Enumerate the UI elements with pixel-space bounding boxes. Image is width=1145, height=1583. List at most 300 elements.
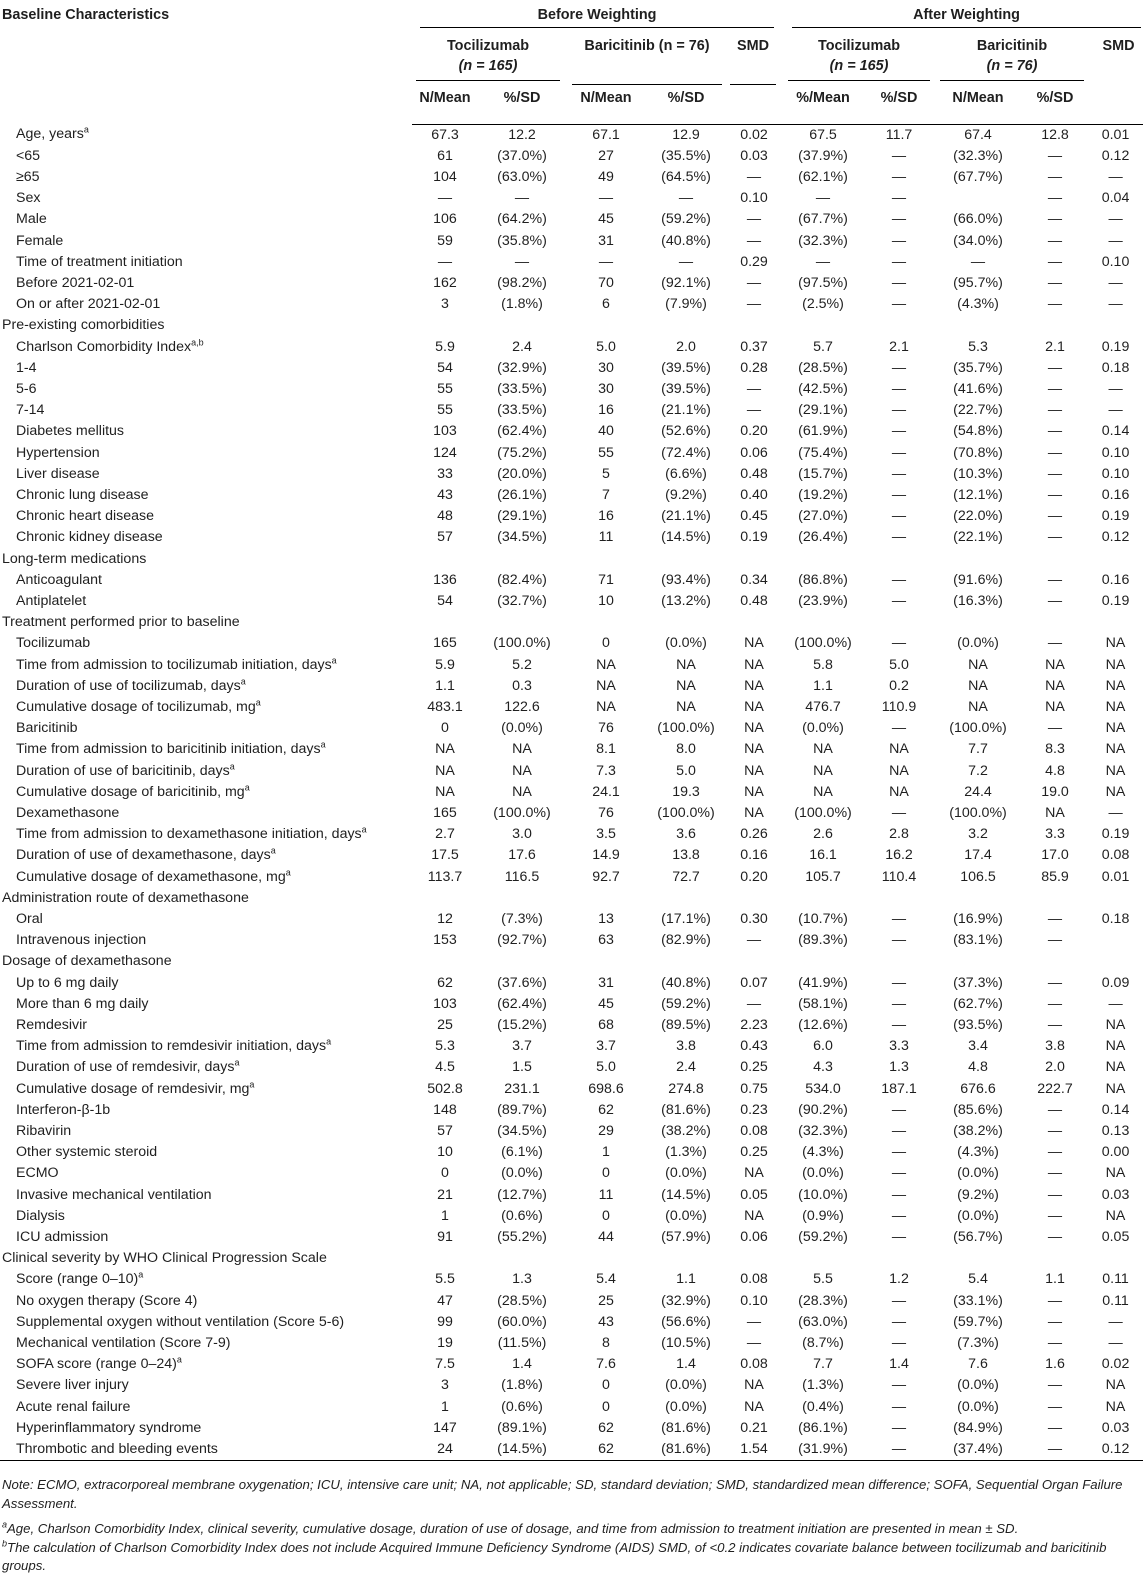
- cell-before-toci-pct: 2.4: [512, 338, 532, 355]
- cell-before-bari-pct: (9.2%): [665, 486, 707, 503]
- cell-before-bari-n: 3.7: [596, 1038, 616, 1055]
- cell-before-smd: 0.16: [740, 847, 768, 864]
- table-row: [0, 591, 1143, 612]
- cell-after-toci-mean: (8.7%): [802, 1335, 844, 1352]
- cell-after-bari-pct: [1022, 315, 1088, 336]
- cell-after-toci-mean: —: [815, 190, 831, 207]
- cell-before-bari-n: 14.9: [592, 847, 620, 864]
- cell-before-toci-pct: 1.4: [512, 1356, 532, 1373]
- table-row: [0, 1206, 1143, 1227]
- row-label-text: Ribavirin: [16, 1123, 72, 1140]
- cell-after-toci-sd: —: [891, 444, 907, 461]
- cell-after-toci-sd: —: [891, 465, 907, 482]
- cell-before-toci-pct: 1.5: [512, 1059, 532, 1076]
- header-smd-after: [1088, 30, 1143, 86]
- row-label-text: Liver disease: [16, 465, 100, 482]
- cell-before-smd: 0.08: [740, 1356, 768, 1373]
- cell-before-toci-n: 106: [433, 211, 457, 228]
- row-label-text: Baricitinib: [16, 720, 78, 737]
- cell-after-bari-pct: —: [1047, 571, 1063, 588]
- cell-before-smd: 0.26: [740, 826, 768, 843]
- cell-before-smd: 0.10: [740, 190, 768, 207]
- cell-after-smd: 0.12: [1088, 1439, 1143, 1461]
- table-row: [0, 867, 1143, 888]
- table-header: [0, 4, 1143, 124]
- footnote-mark: a: [234, 1057, 240, 1068]
- cell-after-toci-mean: (29.1%): [798, 402, 848, 419]
- header-before-label: Before Weighting: [420, 7, 774, 28]
- cell-before-toci-pct: —: [514, 253, 530, 270]
- cell-before-bari-pct: 5.0: [676, 762, 696, 779]
- cell-before-toci-n: 7.5: [435, 1356, 455, 1373]
- cell-before-smd: 0.07: [740, 974, 768, 991]
- row-label: [0, 1354, 412, 1375]
- cell-after-toci-sd: 1.4: [889, 1356, 909, 1373]
- footnote-mark: a: [240, 676, 246, 687]
- cell-after-bari-pct: 3.3: [1045, 826, 1065, 843]
- subheader-1: N/Mean: [412, 86, 478, 124]
- cell-after-toci-sd: —: [891, 592, 907, 609]
- cell-before-bari-pct: (0.0%): [665, 635, 707, 652]
- cell-before-toci-pct: (26.1%): [497, 486, 547, 503]
- cell-after-smd: 0.13: [1101, 1123, 1130, 1140]
- cell-after-smd: [1088, 1248, 1143, 1269]
- cell-before-bari-n: 8: [602, 1335, 610, 1352]
- cell-before-toci-pct: (64.2%): [497, 211, 547, 228]
- cell-before-bari-n: 45: [598, 995, 614, 1012]
- cell-before-toci-n: 147: [433, 1419, 457, 1436]
- row-label-text: Score (range 0–10): [16, 1271, 139, 1288]
- cell-after-toci-sd: 11.7: [885, 126, 913, 143]
- row-label: [0, 209, 412, 230]
- cell-after-toci-sd: —: [891, 1377, 907, 1394]
- cell-after-bari-pct: —: [1047, 444, 1063, 461]
- cell-before-smd: NA: [744, 1207, 764, 1224]
- cell-before-toci-pct: (34.5%): [497, 529, 547, 546]
- cell-before-bari-pct: (14.5%): [661, 529, 711, 546]
- cell-after-bari-pct: 4.8: [1045, 762, 1065, 779]
- footnote-a-text: Age, Charlson Comorbidity Index, clinical severity, cumulative dosage, duration of use of dosage, and time from admission to treatment initiation are presented in mean ± SD.: [7, 1521, 1019, 1536]
- row-label-text: 1-4: [16, 359, 37, 376]
- cell-after-bari-pct: —: [1047, 402, 1063, 419]
- cell-before-toci-pct: (37.6%): [497, 974, 547, 991]
- cell-before-bari-pct: 274.8: [668, 1080, 704, 1097]
- table-row: [0, 909, 1143, 930]
- row-label: [0, 1206, 412, 1227]
- cell-before-toci-n: 12: [437, 911, 453, 928]
- cell-before-toci-pct: (34.5%): [497, 1123, 547, 1140]
- cell-after-toci-mean: (86.8%): [798, 571, 848, 588]
- row-label-text: Hypertension: [16, 444, 100, 461]
- cell-before-smd: 0.40: [740, 486, 768, 503]
- cell-after-bari-pct: —: [1047, 168, 1063, 185]
- cell-before-toci-n: 67.3: [431, 126, 459, 143]
- cell-after-toci-sd: [864, 1248, 934, 1269]
- row-label: [0, 1079, 412, 1100]
- cell-after-bari-n: NA: [968, 698, 988, 715]
- cell-after-bari-pct: 17.0: [1041, 847, 1069, 864]
- cell-after-toci-sd: —: [891, 1017, 907, 1034]
- cell-after-toci-mean: (12.6%): [798, 1017, 848, 1034]
- cell-after-bari-n: [934, 549, 1022, 570]
- cell-before-bari-pct: (38.2%): [661, 1123, 711, 1140]
- row-label: [0, 612, 412, 633]
- cell-after-bari-n: (93.5%): [953, 1017, 1003, 1034]
- row-label-text: Clinical severity by WHO Clinical Progression Scale: [2, 1250, 327, 1267]
- cell-after-toci-mean: (97.5%): [798, 274, 848, 291]
- cell-after-bari-pct: —: [1047, 1207, 1063, 1224]
- cell-after-toci-mean: (100.0%): [794, 635, 852, 652]
- cell-after-smd: NA: [1105, 698, 1126, 715]
- cell-before-toci-n: [412, 612, 478, 633]
- cell-before-bari-pct: 12.9: [672, 126, 700, 143]
- cell-before-toci-pct: (35.8%): [497, 232, 547, 249]
- cell-before-smd: NA: [744, 698, 764, 715]
- row-label-text: More than 6 mg daily: [16, 995, 149, 1012]
- row-label-text: 5-6: [16, 380, 37, 397]
- section-row: [0, 951, 1143, 972]
- row-label-text: Tocilizumab: [16, 635, 91, 652]
- row-label: [0, 1418, 412, 1439]
- cell-after-toci-mean: (75.4%): [798, 444, 848, 461]
- cell-before-toci-n: 165: [433, 635, 457, 652]
- cell-before-bari-pct: (59.2%): [661, 211, 711, 228]
- cell-after-bari-pct: —: [1022, 1439, 1088, 1461]
- cell-after-smd: —: [1108, 995, 1123, 1012]
- cell-after-bari-n: (37.4%): [934, 1439, 1022, 1461]
- row-label-text: Sex: [16, 190, 41, 207]
- cell-before-bari-pct: (92.1%): [661, 274, 711, 291]
- table-row: [0, 527, 1143, 548]
- cell-after-toci-sd: —: [891, 296, 907, 313]
- table-row: [0, 464, 1143, 485]
- row-label-text: Female: [16, 232, 64, 249]
- cell-after-bari-n: 5.3: [968, 338, 988, 355]
- cell-before-smd: 0.06: [740, 1229, 768, 1246]
- cell-after-bari-pct: —: [1047, 486, 1063, 503]
- row-label: [0, 1375, 412, 1396]
- cell-before-smd: —: [746, 1335, 762, 1352]
- cell-after-toci-sd: —: [891, 529, 907, 546]
- row-label-text: Remdesivir: [16, 1017, 87, 1034]
- footnote-b-mark: b: [2, 1538, 8, 1549]
- cell-after-bari-n: (56.7%): [953, 1229, 1003, 1246]
- cell-before-smd: 0.48: [740, 465, 768, 482]
- row-label: [0, 167, 412, 188]
- cell-before-bari-n: 0: [602, 1207, 610, 1224]
- cell-after-bari-n: (22.7%): [953, 402, 1003, 419]
- cell-before-toci-n: 483.1: [427, 698, 463, 715]
- row-label-text: Chronic lung disease: [16, 486, 149, 503]
- row-label: [0, 358, 412, 379]
- cell-before-toci-n: 1: [441, 1207, 449, 1224]
- cell-after-bari-pct: 3.8: [1045, 1038, 1065, 1055]
- cell-before-bari-pct: 3.8: [676, 1038, 696, 1055]
- table-row: [0, 358, 1143, 379]
- row-label-text: Hyperinflammatory syndrome: [16, 1419, 202, 1436]
- cell-after-smd: [1088, 315, 1143, 336]
- cell-after-toci-sd: —: [891, 995, 907, 1012]
- cell-before-bari-n: 70: [598, 274, 614, 291]
- row-label-text: Time from admission to remdesivir initiation, days: [16, 1038, 327, 1055]
- cell-before-bari-pct: 3.6: [676, 826, 696, 843]
- cell-after-smd: [1088, 951, 1143, 972]
- cell-after-toci-mean: (37.9%): [798, 147, 848, 164]
- cell-after-toci-sd: [864, 315, 934, 336]
- cell-after-smd: [1088, 549, 1143, 570]
- cell-before-bari-n: 43: [598, 1313, 614, 1330]
- header-toci-label: Tocilizumab: [446, 38, 530, 54]
- cell-before-bari-pct: (0.0%): [665, 1398, 707, 1415]
- table-row: [0, 1015, 1143, 1036]
- cell-after-bari-n: (84.9%): [953, 1419, 1003, 1436]
- cell-before-bari-n: 0: [602, 1377, 610, 1394]
- cell-after-toci-sd: —: [891, 635, 907, 652]
- table-row: [0, 761, 1143, 782]
- cell-after-smd: [1088, 888, 1143, 909]
- subheader-smd-after-blank: [1088, 86, 1143, 124]
- cell-before-toci-pct: (0.0%): [501, 720, 543, 737]
- row-label-text: Time from admission to baricitinib initiation, days: [16, 741, 321, 758]
- cell-before-bari-pct: (57.9%): [661, 1229, 711, 1246]
- cell-after-toci-mean: (89.3%): [798, 932, 848, 949]
- cell-after-toci-sd: —: [891, 1144, 907, 1161]
- cell-before-bari-pct: (10.5%): [661, 1335, 711, 1352]
- cell-before-toci-pct: [478, 888, 566, 909]
- row-label-text: Treatment performed prior to baseline: [2, 614, 240, 631]
- cell-after-smd: 0.18: [1101, 359, 1130, 376]
- cell-before-bari-n: 63: [598, 932, 614, 949]
- cell-after-smd: 0.05: [1101, 1229, 1130, 1246]
- cell-before-bari-n: NA: [596, 656, 616, 673]
- footnote-mark: a: [244, 782, 250, 793]
- cell-after-bari-n: (0.0%): [957, 635, 999, 652]
- cell-before-smd: 0.29: [740, 253, 768, 270]
- cell-after-toci-sd: —: [891, 211, 907, 228]
- footnote-b-text: The calculation of Charlson Comorbidity Index does not include Acquired Immune Deficiency Syndrome (AIDS) SMD, of <0.2 indicates covariate balance between tocilizumab and baricitinib groups.: [2, 1539, 1107, 1573]
- table-wrapper: [0, 4, 1143, 1461]
- baseline-characteristics-table: [0, 4, 1143, 1461]
- cell-before-toci-pct: —: [514, 190, 530, 207]
- cell-before-toci-n: 502.8: [427, 1080, 463, 1097]
- footnote-mark: a: [249, 1078, 255, 1089]
- table-row: [0, 845, 1143, 866]
- cell-before-smd: 0.20: [740, 423, 768, 440]
- cell-after-smd: 0.10: [1101, 444, 1130, 461]
- cell-before-bari-n: 8.1: [596, 741, 616, 758]
- cell-after-bari-pct: [1022, 612, 1088, 633]
- cell-after-toci-mean: 16.1: [809, 847, 837, 864]
- cell-after-bari-n: NA: [968, 656, 988, 673]
- cell-after-bari-pct: —: [1047, 1292, 1063, 1309]
- footnote-mark: a: [320, 739, 326, 750]
- cell-before-toci-pct: (33.5%): [497, 380, 547, 397]
- cell-after-toci-sd: —: [891, 974, 907, 991]
- header-baseline-characteristics: Baseline Characteristics: [2, 7, 170, 23]
- cell-before-smd: NA: [744, 783, 764, 800]
- cell-after-bari-pct: [1022, 549, 1088, 570]
- cell-before-toci-n: —: [437, 253, 453, 270]
- cell-after-toci-mean: (23.9%): [798, 592, 848, 609]
- cell-before-bari-n: 49: [598, 168, 614, 185]
- row-label-text: Thrombotic and bleeding events: [16, 1441, 218, 1458]
- row-label: [0, 718, 412, 739]
- row-label-text: Pre-existing comorbidities: [2, 317, 165, 334]
- row-label: [0, 1333, 412, 1354]
- cell-after-smd: —: [1108, 168, 1123, 185]
- row-label-text: Interferon-β-1b: [16, 1101, 111, 1118]
- cell-before-bari-n: 16: [598, 402, 614, 419]
- cell-after-toci-sd: —: [891, 571, 907, 588]
- cell-before-bari-n: 25: [598, 1292, 614, 1309]
- table-row: [0, 1057, 1143, 1078]
- table-row: [0, 633, 1143, 654]
- cell-after-bari-pct: —: [1047, 995, 1063, 1012]
- row-label: [0, 252, 412, 273]
- table-row: [0, 1312, 1143, 1333]
- cell-after-bari-n: (22.1%): [953, 529, 1003, 546]
- header-bari-after-n: (n = 76): [986, 58, 1038, 74]
- cell-before-toci-pct: (12.7%): [497, 1186, 547, 1203]
- row-label: [0, 1163, 412, 1184]
- cell-after-bari-pct: —: [1047, 1017, 1063, 1034]
- cell-before-bari-n: 3.5: [596, 826, 616, 843]
- row-label: [0, 888, 412, 909]
- row-label: [0, 930, 412, 951]
- cell-after-toci-mean: NA: [813, 762, 833, 779]
- cell-before-bari-pct: (100.0%): [657, 720, 715, 737]
- cell-before-smd: [726, 612, 782, 633]
- cell-before-toci-pct: (75.2%): [497, 444, 547, 461]
- cell-before-smd: [726, 951, 782, 972]
- cell-before-toci-pct: (6.1%): [501, 1144, 543, 1161]
- header-bari-inline-label: Baricitinib (n = 76): [572, 36, 722, 85]
- row-label: [0, 633, 412, 654]
- cell-before-smd: —: [746, 995, 762, 1012]
- header-smd-before: [726, 30, 782, 86]
- row-label-text: ≥65: [16, 168, 40, 185]
- cell-before-bari-pct: (17.1%): [661, 911, 711, 928]
- cell-before-bari-pct: (1.3%): [665, 1144, 707, 1161]
- cell-after-toci-mean: 2.6: [813, 826, 833, 843]
- cell-after-bari-n: [934, 612, 1022, 633]
- table-row: [0, 379, 1143, 400]
- cell-after-toci-sd: —: [891, 232, 907, 249]
- cell-after-toci-mean: (31.9%): [782, 1439, 864, 1461]
- cell-after-smd: NA: [1105, 1377, 1126, 1394]
- header-toci-after-label: Tocilizumab: [817, 38, 901, 54]
- cell-after-toci-mean: 4.3: [813, 1059, 833, 1076]
- cell-before-bari-n: 7: [602, 486, 610, 503]
- row-label: [0, 231, 412, 252]
- cell-before-toci-n: 43: [437, 486, 453, 503]
- cell-after-bari-n: (70.8%): [953, 444, 1003, 461]
- row-label: [0, 1036, 412, 1057]
- cell-before-toci-n: NA: [435, 762, 455, 779]
- cell-after-toci-mean: 476.7: [805, 698, 841, 715]
- cell-after-bari-n: (35.7%): [953, 359, 1003, 376]
- cell-after-bari-n: (32.3%): [953, 147, 1003, 164]
- cell-after-bari-n: 7.2: [968, 762, 988, 779]
- cell-before-toci-n: 3: [441, 1377, 449, 1394]
- cell-before-toci-n: 2.7: [435, 826, 455, 843]
- cell-after-bari-n: (100.0%): [949, 720, 1007, 737]
- cell-after-toci-mean: 105.7: [805, 868, 841, 885]
- cell-after-bari-pct: 1.6: [1045, 1356, 1065, 1373]
- cell-after-toci-mean: [782, 315, 864, 336]
- row-label-text: Time from admission to dexamethasone initiation, days: [16, 826, 362, 843]
- cell-after-toci-mean: (41.9%): [798, 974, 848, 991]
- cell-after-toci-mean: (32.3%): [798, 232, 848, 249]
- row-label-text: <65: [16, 147, 41, 164]
- table-row: [0, 506, 1143, 527]
- cell-after-toci-sd: —: [891, 1398, 907, 1415]
- cell-after-bari-n: (100.0%): [949, 805, 1007, 821]
- cell-after-smd: 0.08: [1101, 847, 1130, 864]
- subheader-3: N/Mean: [566, 86, 646, 124]
- cell-before-bari-pct: (81.6%): [646, 1439, 726, 1461]
- cell-after-bari-n: (34.0%): [953, 232, 1003, 249]
- cell-after-bari-pct: —: [1047, 380, 1063, 397]
- header-baricitinib-before: [566, 30, 726, 86]
- cell-after-bari-pct: —: [1047, 1419, 1063, 1436]
- subheader-2: %/SD: [478, 86, 566, 124]
- cell-before-toci-n: 162: [433, 274, 457, 291]
- footnote-mark: a: [229, 760, 235, 771]
- row-label-text: Cumulative dosage of dexamethasone, mg: [16, 868, 286, 885]
- cell-before-smd: NA: [744, 805, 764, 821]
- row-label: [0, 761, 412, 782]
- cell-before-toci-n: 17.5: [431, 847, 459, 864]
- cell-after-toci-sd: 1.2: [889, 1271, 909, 1288]
- table-row: [0, 443, 1143, 464]
- row-label-text: Male: [16, 211, 47, 228]
- row-label: [0, 294, 412, 315]
- cell-after-toci-mean: [782, 888, 864, 909]
- table-row: [0, 1227, 1143, 1248]
- cell-after-toci-mean: (32.3%): [798, 1123, 848, 1140]
- cell-before-bari-n: 29: [598, 1123, 614, 1140]
- row-label-text: Administration route of dexamethasone: [2, 889, 249, 906]
- section-row: [0, 888, 1143, 909]
- row-label: [0, 124, 412, 146]
- row-label: [0, 1100, 412, 1121]
- cell-after-bari-n: (0.0%): [957, 1398, 999, 1415]
- cell-after-bari-pct: —: [1047, 232, 1063, 249]
- cell-before-bari-n: 11: [598, 1186, 614, 1203]
- cell-after-toci-sd: —: [891, 253, 907, 270]
- cell-after-toci-sd: —: [891, 1229, 907, 1246]
- cell-after-toci-mean: (42.5%): [798, 380, 848, 397]
- subheader-6: %/SD: [864, 86, 934, 124]
- cell-after-toci-mean: (26.4%): [798, 529, 848, 546]
- cell-before-bari-n: —: [598, 190, 614, 207]
- cell-before-smd: [726, 549, 782, 570]
- cell-after-smd: NA: [1105, 720, 1126, 737]
- cell-before-bari-pct: (39.5%): [661, 380, 711, 397]
- cell-after-bari-n: (54.8%): [953, 423, 1003, 440]
- cell-after-toci-sd: 16.2: [885, 847, 913, 864]
- cell-after-toci-mean: (62.1%): [798, 168, 848, 185]
- table-row: [0, 782, 1143, 803]
- cell-before-smd: NA: [744, 635, 764, 652]
- cell-before-bari-pct: (72.4%): [661, 444, 711, 461]
- cell-after-bari-n: [934, 188, 1022, 209]
- cell-after-bari-pct: —: [1047, 190, 1063, 207]
- cell-before-bari-pct: 8.0: [676, 741, 696, 758]
- cell-after-bari-n: [934, 888, 1022, 909]
- cell-before-toci-pct: (89.7%): [497, 1101, 547, 1118]
